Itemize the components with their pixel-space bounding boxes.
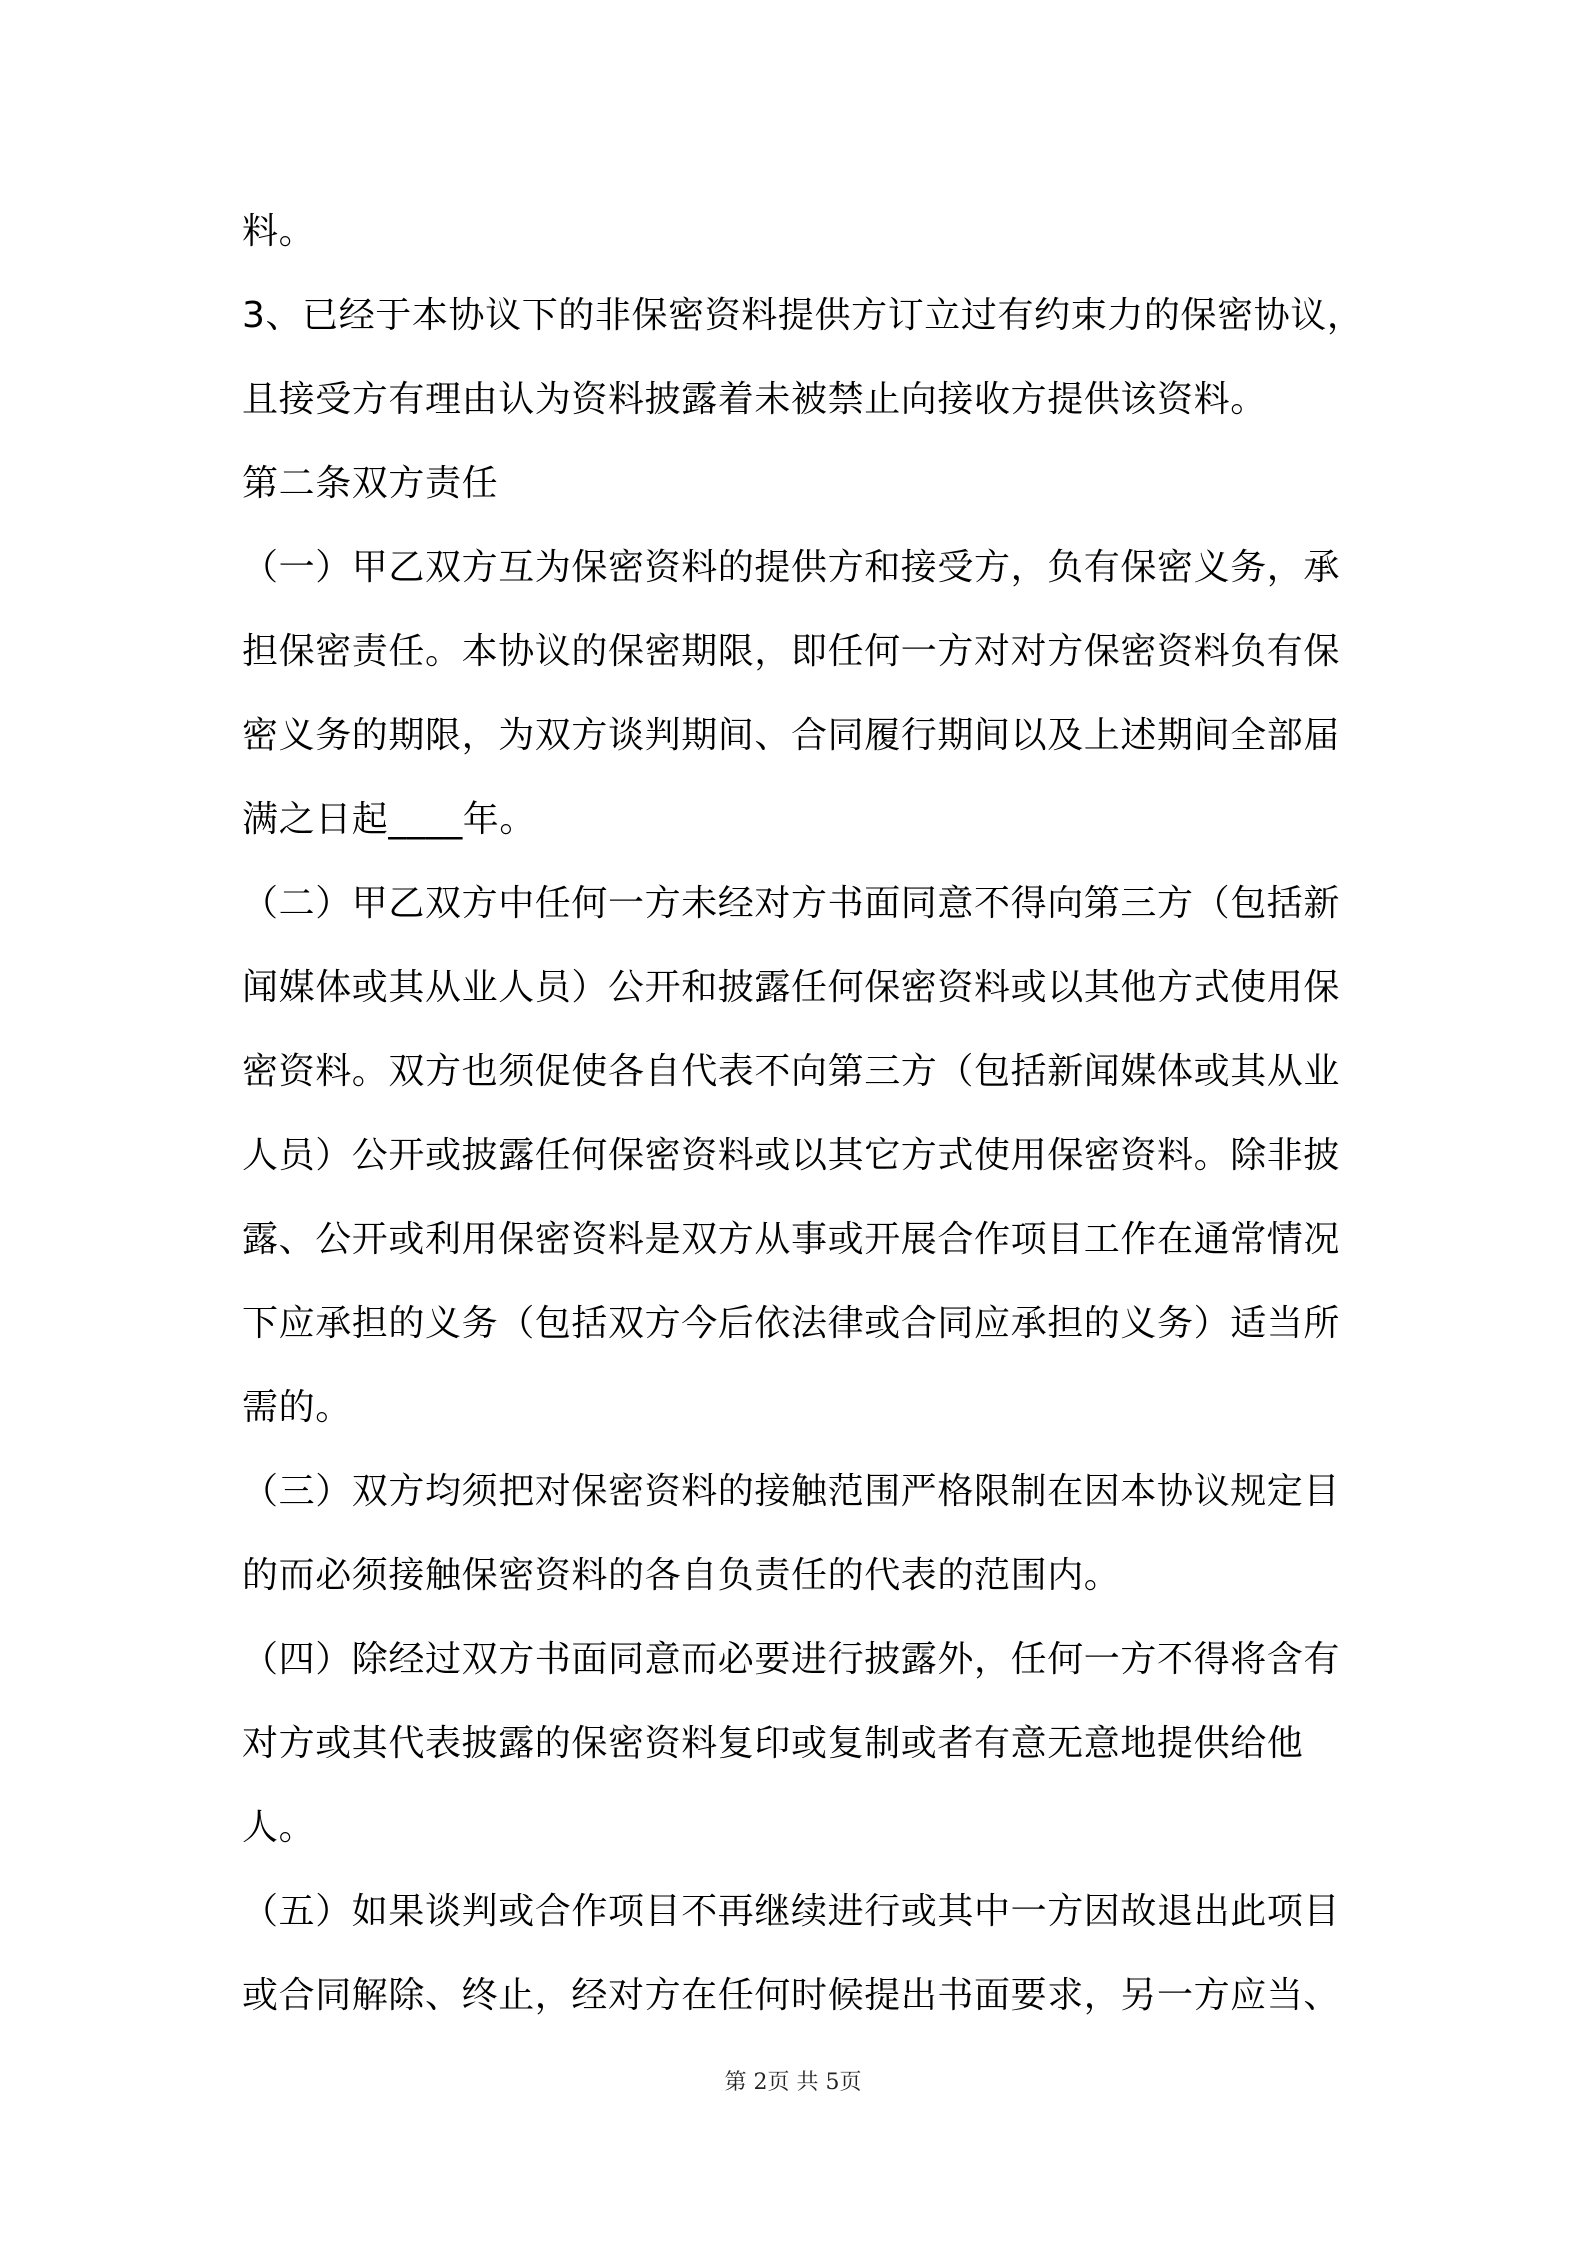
- text-line: （一）甲乙双方互为保密资料的提供方和接受方，负有保密义务，承: [242, 547, 1341, 588]
- text-line: 人员）公开或披露任何保密资料或以其它方式使用保密资料。除非披: [242, 1135, 1341, 1176]
- text-line: 满之日起____年。: [242, 799, 536, 840]
- text-line: （五）如果谈判或合作项目不再继续进行或其中一方因故退出此项目: [242, 1891, 1341, 1932]
- text-line: 的而必须接触保密资料的各自负责任的代表的范围内。: [242, 1555, 1121, 1596]
- text-line: 料。: [242, 211, 316, 252]
- text-line: 人。: [242, 1807, 316, 1848]
- section-heading: 第二条双方责任: [242, 463, 499, 504]
- text-line: 露、公开或利用保密资料是双方从事或开展合作项目工作在通常情况: [242, 1219, 1341, 1260]
- text-line: 3、已经于本协议下的非保密资料提供方订立过有约束力的保密协议，: [242, 295, 1364, 336]
- text-line: （四）除经过双方书面同意而必要进行披露外，任何一方不得将含有: [242, 1639, 1341, 1680]
- text-line: 密义务的期限，为双方谈判期间、合同履行期间以及上述期间全部届: [242, 715, 1341, 756]
- text-line: 闻媒体或其从业人员）公开和披露任何保密资料或以其他方式使用保: [242, 967, 1341, 1008]
- text-line: 对方或其代表披露的保密资料复印或复制或者有意无意地提供给他: [242, 1723, 1304, 1764]
- text-line: 密资料。双方也须促使各自代表不向第三方（包括新闻媒体或其从业: [242, 1051, 1341, 1092]
- text-line: （三）双方均须把对保密资料的接触范围严格限制在因本协议规定目: [242, 1471, 1341, 1512]
- text-line: 担保密责任。本协议的保密期限，即任何一方对对方保密资料负有保: [242, 631, 1341, 672]
- text-line: （二）甲乙双方中任何一方未经对方书面同意不得向第三方（包括新: [242, 883, 1341, 924]
- page-number-footer: 第 2页 共 5页: [724, 2070, 862, 2095]
- document-body: [242, 190, 1362, 2038]
- text-line: 且接受方有理由认为资料披露着未被禁止向接收方提供该资料。: [242, 379, 1267, 420]
- text-line: 下应承担的义务（包括双方今后依法律或合同应承担的义务）适当所: [242, 1303, 1341, 1344]
- text-line: 需的。: [242, 1387, 352, 1428]
- text-line: 或合同解除、终止，经对方在任何时候提出书面要求，另一方应当、: [242, 1975, 1341, 2016]
